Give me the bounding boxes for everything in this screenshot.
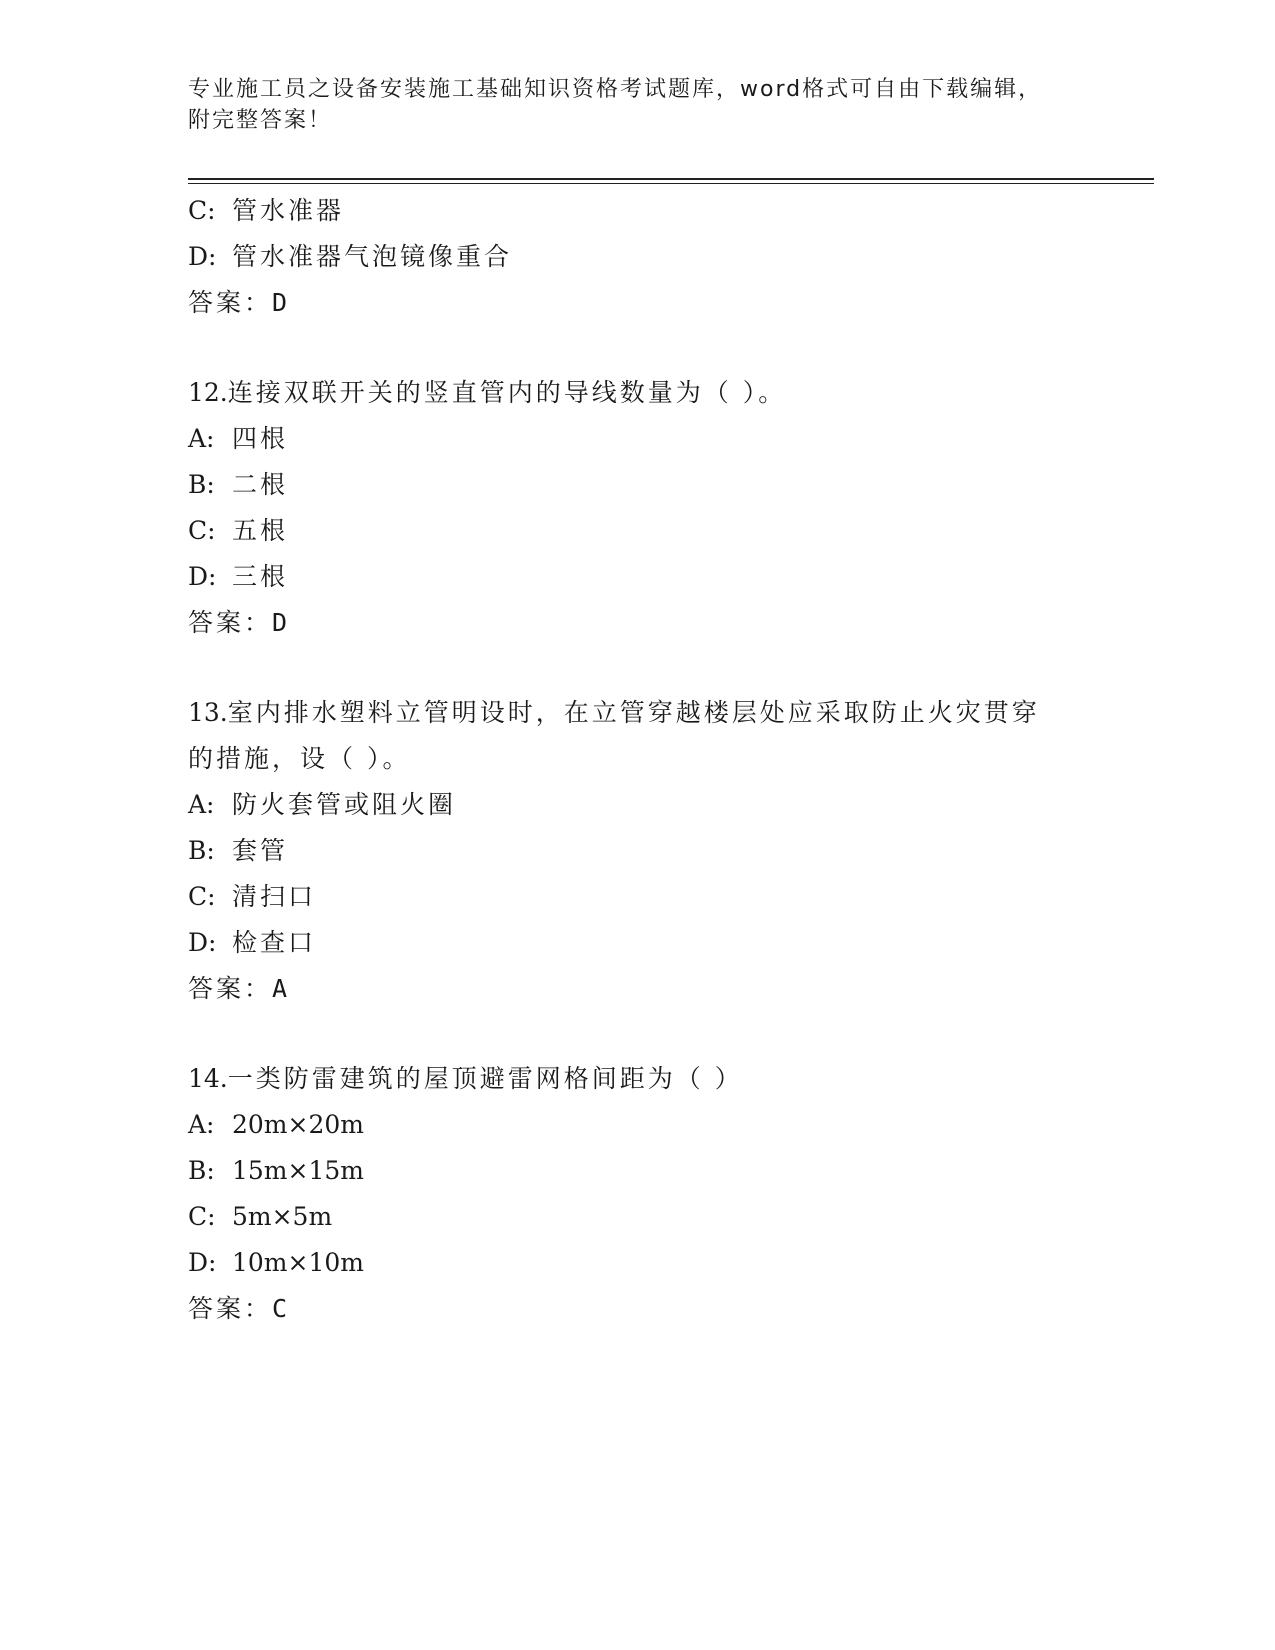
- option-text: 15m×15m: [232, 1156, 364, 1185]
- option-text: 管水准器: [232, 196, 345, 225]
- question-number: 13.: [188, 698, 228, 727]
- question-stem: [188, 1056, 1088, 1102]
- option-label: B:: [188, 836, 215, 865]
- answer-prefix: 答案：: [188, 974, 273, 1003]
- option-label: A:: [188, 424, 215, 453]
- question-number: 12.: [188, 378, 228, 407]
- question-list: [188, 188, 1088, 1332]
- answer-line: [188, 280, 1088, 326]
- option-d: [188, 554, 1088, 600]
- question-stem-continued: [188, 736, 1088, 782]
- question-stem-text: 连接双联开关的竖直管内的导线数量为（ ）。: [227, 378, 787, 407]
- option-b: [188, 462, 1088, 508]
- option-text: 10m×10m: [232, 1248, 364, 1277]
- page-header: [188, 74, 1068, 136]
- answer-prefix: 答案：: [188, 608, 273, 637]
- option-label: C:: [188, 196, 216, 225]
- option-c: [188, 508, 1088, 554]
- option-text: 三根: [232, 562, 289, 591]
- question-stem: [188, 370, 1088, 416]
- option-text: 检查口: [232, 928, 317, 957]
- option-label: B:: [188, 1156, 215, 1185]
- option-label: C:: [188, 516, 216, 545]
- option-label: B:: [188, 470, 215, 499]
- header-rule-thin: [188, 183, 1154, 184]
- option-text: 套管: [232, 836, 289, 865]
- option-text: 二根: [232, 470, 289, 499]
- answer-value: D: [272, 608, 288, 637]
- option-label: D:: [188, 242, 217, 271]
- option-text: 20m×20m: [232, 1110, 364, 1139]
- option-a: [188, 782, 1088, 828]
- answer-value: D: [272, 288, 288, 317]
- option-d: [188, 234, 1088, 280]
- option-c: [188, 1194, 1088, 1240]
- spacer: [188, 646, 1088, 690]
- question-stem-text: 室内排水塑料立管明设时，在立管穿越楼层处应采取防止火灾贯穿: [227, 698, 1040, 727]
- answer-prefix: 答案：: [188, 1294, 273, 1323]
- option-c: [188, 874, 1088, 920]
- option-label: A:: [188, 790, 215, 819]
- option-label: D:: [188, 562, 217, 591]
- question-12: [188, 370, 1088, 646]
- option-a: [188, 416, 1088, 462]
- option-b: [188, 1148, 1088, 1194]
- question-14: [188, 1056, 1088, 1332]
- header-rule-thick: [188, 178, 1154, 180]
- option-text: 5m×5m: [232, 1202, 333, 1231]
- option-b: [188, 828, 1088, 874]
- header-line-2: 附完整答案！: [188, 108, 333, 133]
- option-d: [188, 1240, 1088, 1286]
- answer-prefix: 答案：: [188, 288, 273, 317]
- option-label: D:: [188, 1248, 217, 1277]
- option-a: [188, 1102, 1088, 1148]
- answer-line: [188, 600, 1088, 646]
- question-13: [188, 690, 1088, 1012]
- option-label: D:: [188, 928, 217, 957]
- header-line-1: 专业施工员之设备安装施工基础知识资格考试题库，word格式可自由下载编辑，: [188, 77, 1043, 102]
- answer-line: [188, 966, 1088, 1012]
- spacer: [188, 326, 1088, 370]
- option-d: [188, 920, 1088, 966]
- option-label: C:: [188, 882, 216, 911]
- answer-line: [188, 1286, 1088, 1332]
- question-fragment: [188, 188, 1088, 326]
- question-stem: [188, 690, 1088, 736]
- option-text: 防火套管或阻火圈: [232, 790, 457, 819]
- option-label: C:: [188, 1202, 216, 1231]
- option-text: 清扫口: [232, 882, 317, 911]
- option-c: [188, 188, 1088, 234]
- question-number: 14.: [188, 1064, 228, 1093]
- spacer: [188, 1012, 1088, 1056]
- question-stem-text: 的措施，设（ ）。: [188, 744, 411, 773]
- option-text: 五根: [232, 516, 289, 545]
- option-text: 管水准器气泡镜像重合: [232, 242, 513, 271]
- answer-value: C: [272, 1294, 288, 1323]
- question-stem-text: 一类防雷建筑的屋顶避雷网格间距为（ ）: [227, 1064, 743, 1093]
- option-label: A:: [188, 1110, 215, 1139]
- answer-value: A: [272, 974, 288, 1003]
- option-text: 四根: [232, 424, 289, 453]
